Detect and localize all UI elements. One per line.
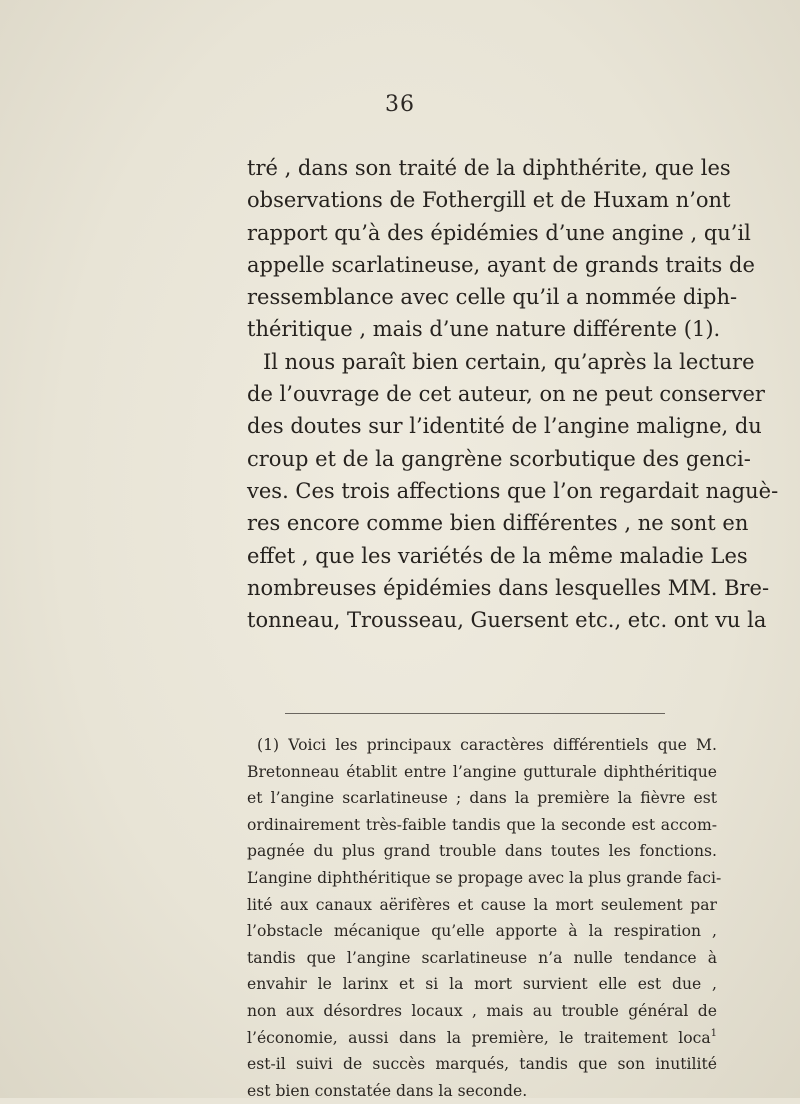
footnote-superscript: 1 bbox=[710, 1027, 717, 1039]
text-line: nombreuses épidémies dans lesquelles MM. Bre- bbox=[247, 575, 770, 600]
text-line: rapport qu’à des épidémies d’une angine , qu’il bbox=[247, 220, 751, 245]
footnote-line: est-il suivi de succès marqués, tandis que son inutilité bbox=[247, 1055, 717, 1074]
footnote-line: L’angine diphthéritique se propage avec la plus grande faci- bbox=[247, 868, 722, 887]
text-line: ves. Ces trois affections que l’on regardait naguè- bbox=[247, 478, 779, 503]
text-line: observations de Fothergill et de Huxam n’ont bbox=[247, 188, 731, 213]
footnote-separator bbox=[285, 713, 665, 714]
text-line: théritique , mais d’une nature différente (1). bbox=[247, 317, 721, 342]
footnote-line: envahir le larinx et si la mort survient elle est due , bbox=[247, 975, 717, 994]
footnote-line: Bretonneau établit entre l’angine gutturale diphthéritique bbox=[247, 762, 717, 781]
text-line: tré , dans son traité de la diphthérite, que les bbox=[247, 156, 731, 180]
footnote-line: l’obstacle mécanique qu’elle apporte à la respiration , bbox=[247, 922, 717, 941]
text-line: appelle scarlatineuse, ayant de grands traits de bbox=[247, 252, 755, 277]
footnote-line: pagnée du plus grand trouble dans toutes les fonctions. bbox=[247, 842, 717, 861]
footnote-line: non aux désordres locaux , mais au trouble général de bbox=[247, 1001, 717, 1020]
text-line: de l’ouvrage de cet auteur, on ne peut conserver bbox=[247, 382, 765, 407]
footnote-line-with-superscript bbox=[247, 1025, 717, 1052]
footnote-line: et l’angine scarlatineuse ; dans la première la fièvre est bbox=[247, 789, 717, 808]
text-line: ressemblance avec celle qu’il a nommée diph- bbox=[247, 285, 738, 310]
footnote-line: est bien constatée dans la seconde. bbox=[247, 1081, 528, 1100]
text-line: Il nous paraît bien certain, qu’après la lecture bbox=[263, 349, 755, 374]
text-line: des doutes sur l’identité de l’angine maligne, du bbox=[247, 414, 762, 439]
footnote-line: (1) Voici les principaux caractères différentiels que M. bbox=[257, 736, 717, 754]
text-line: tonneau, Trousseau, Guersent etc., etc. ont vu la bbox=[247, 608, 767, 633]
main-text bbox=[247, 152, 779, 636]
footnote-line: ordinairement très-faible tandis que la seconde est accom- bbox=[247, 815, 717, 834]
footnote-line: tandis que l’angine scarlatineuse n’a nulle tendance à bbox=[247, 948, 717, 967]
text-line: effet , que les variétés de la même maladie Les bbox=[247, 543, 748, 568]
footnote-line: lité aux canaux aërifères et cause la mort seulement par bbox=[247, 895, 717, 914]
footnote-line-text: l’économie, aussi dans la première, le traitement loca bbox=[247, 1028, 711, 1047]
text-line: res encore comme bien différentes , ne sont en bbox=[247, 511, 749, 536]
footnote bbox=[247, 732, 722, 1104]
page-number: 36 bbox=[385, 92, 415, 117]
text-line: croup et de la gangrène scorbutique des genci- bbox=[247, 446, 751, 471]
